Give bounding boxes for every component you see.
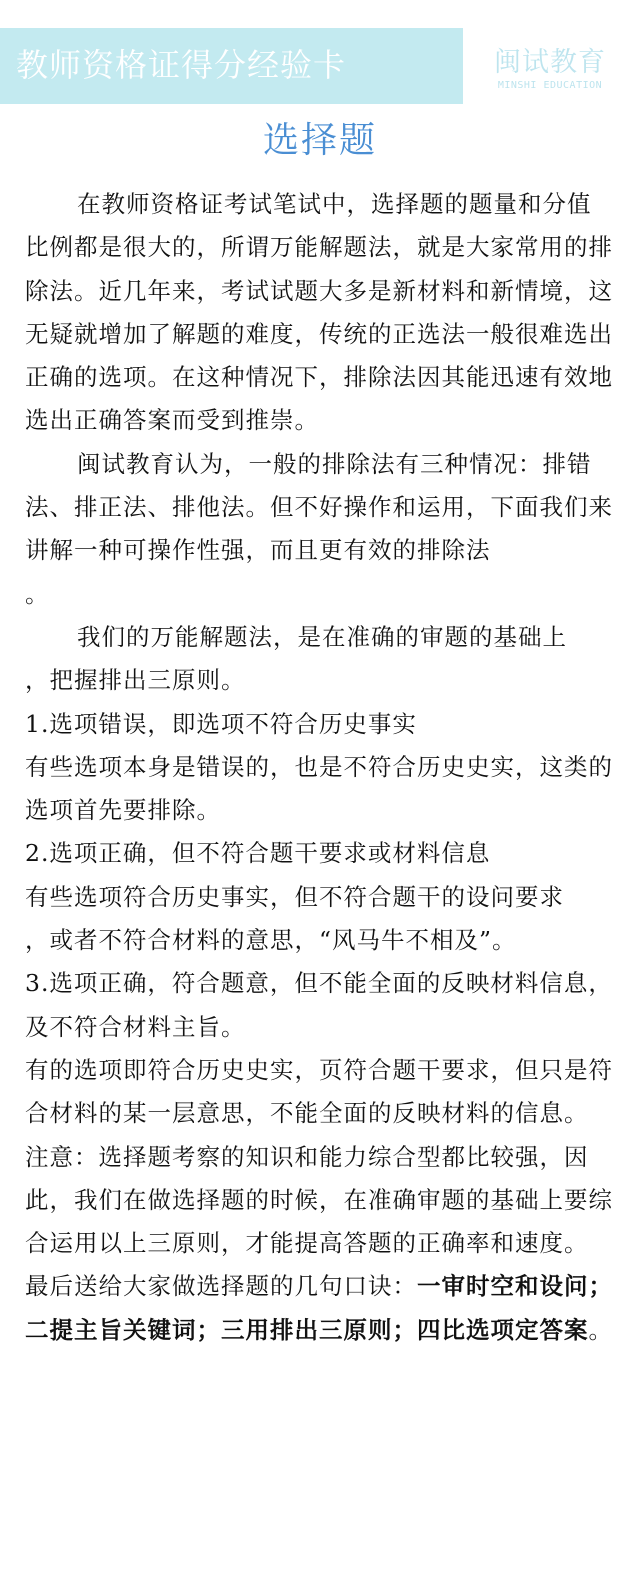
rule-2-body-line-2: ，或者不符合材料的意思，“风马牛不相及”。 [25,926,517,955]
principle-paragraph-tail: ，把握排出三原则。 [25,666,246,695]
brand-name-cn: 闽试教育 [494,47,606,78]
banner-title: 教师资格证得分经验卡 [16,46,347,84]
rule-1-title: 1.选项错误，即选项不符合历史事实 [25,709,417,738]
article-body [25,183,615,1352]
rule-1-body: 有些选项本身是错误的，也是不符合历史史实，这类的选项首先要排除。 [25,752,613,825]
mnemonic-text: 一审时空和设问；二提主旨关键词；三用排出三原则；四比选项定答案 [25,1272,613,1344]
method-paragraph-tail: 。 [25,579,50,608]
brand-logo [490,48,610,92]
rule-2-title: 2.选项正确，但不符合题干要求或材料信息 [25,839,491,868]
method-paragraph [25,443,615,573]
page-title: 选择题 [262,120,377,161]
intro-paragraph: 在教师资格证考试笔试中，选择题的题量和分值比例都是很大的，所谓万能解题法，就是大家常用的排除法。近几年来，考试试题大多是新材料和新情境，这无疑就增加了解题的难度，传统的正选法一般很难选出正确的选项。在这种情况下，排除法因其能迅速有效地选出正确答案而受到推崇。 [25,190,613,435]
method-text: 闽试教育认为，一般的排除法有三种情况：排错法、排正法、排他法。但不好操作和运用，下面我们来讲解一种可操作性强，而且更有效的排除法 [25,449,613,565]
rule-3-body: 有的选项即符合历史史实，页符合题干要求，但只是符合材料的某一层意思，不能全面的反映材料的信息。 [25,1055,613,1128]
rule-2-body-line-1: 有些选项符合历史事实，但不符合题干的设问要求 [25,882,564,911]
title-banner [0,28,463,104]
final-end: 。 [588,1315,613,1344]
final-paragraph [25,1265,615,1352]
header [0,28,640,104]
rule-3-title: 3.选项正确，符合题意，但不能全面的反映材料信息，及不符合材料主旨。 [25,969,613,1041]
brand-name-en: MINSHI EDUCATION [497,80,603,91]
final-prefix: 最后送给大家做选择题的几句口诀： [25,1272,417,1301]
note-paragraph: 注意：选择题考察的知识和能力综合型都比较强，因此，我们在做选择题的时候，在准确审题的基础上要综合运用以上三原则，才能提高答题的正确率和速度。 [25,1142,613,1258]
principle-paragraph: 我们的万能解题法，是在准确的审题的基础上 [77,622,567,651]
